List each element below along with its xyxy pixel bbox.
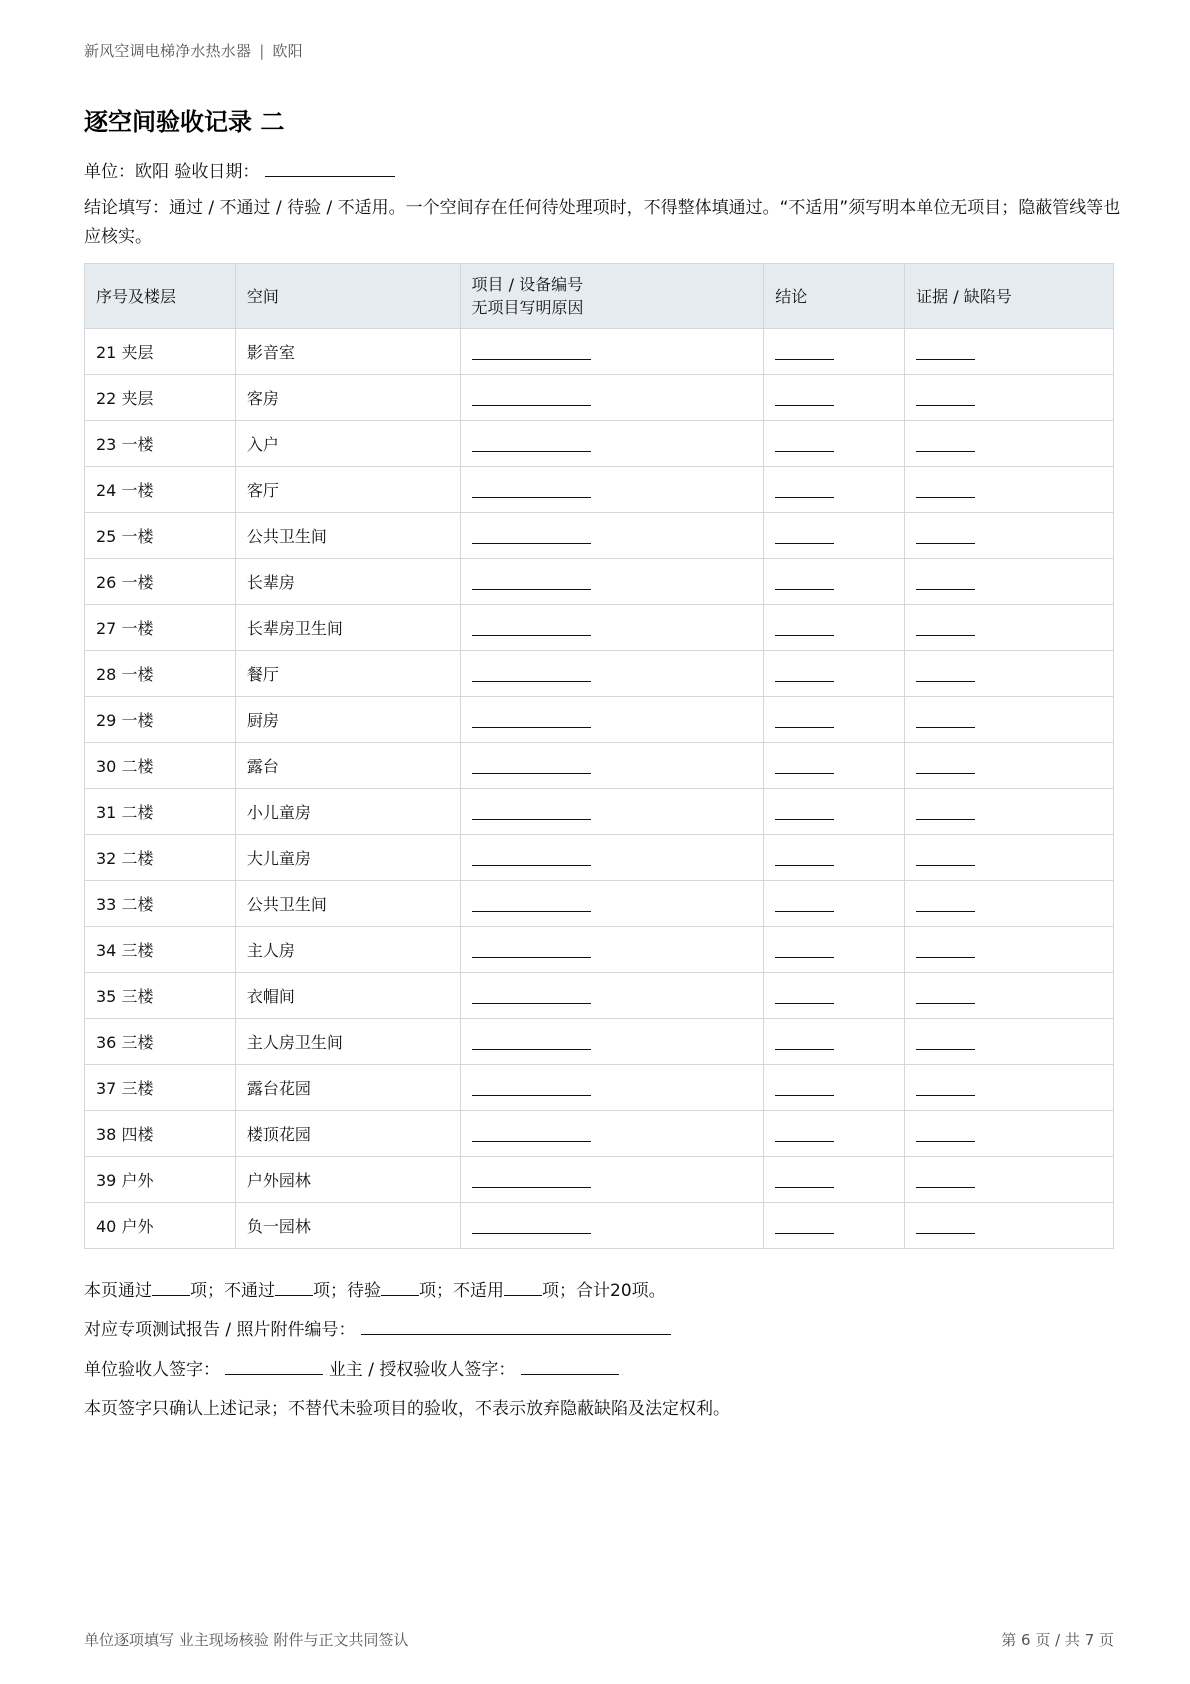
conclusion-field[interactable] <box>775 1173 834 1188</box>
conclusion-field[interactable] <box>775 943 834 958</box>
row-evidence-cell <box>905 375 1114 421</box>
row-evidence-cell <box>905 881 1114 927</box>
row-space: 露台花园 <box>235 1065 460 1111</box>
item-number-field[interactable] <box>472 1081 591 1096</box>
row-floor: 23 一楼 <box>85 421 236 467</box>
conclusion-field[interactable] <box>775 391 834 406</box>
table-row <box>85 421 1114 467</box>
row-space: 户外园林 <box>235 1157 460 1203</box>
evidence-field[interactable] <box>916 897 975 912</box>
row-item-cell <box>460 927 764 973</box>
row-space: 衣帽间 <box>235 973 460 1019</box>
row-space: 影音室 <box>235 329 460 375</box>
row-conclusion-cell <box>764 651 905 697</box>
row-conclusion-cell <box>764 1111 905 1157</box>
row-floor: 22 夹层 <box>85 375 236 421</box>
tally-na-field[interactable] <box>504 1279 542 1296</box>
row-floor: 25 一楼 <box>85 513 236 559</box>
header-item-line1: 项目 / 设备编号 <box>471 275 584 294</box>
row-item-cell <box>460 1157 764 1203</box>
report-label: 对应专项测试报告 / 照片附件编号： <box>84 1320 356 1340</box>
unit-date-line <box>84 157 395 182</box>
conclusion-field[interactable] <box>775 989 834 1004</box>
conclusion-field[interactable] <box>775 1035 834 1050</box>
evidence-field[interactable] <box>916 667 975 682</box>
header-space: 空间 <box>235 264 460 329</box>
page-number: 第 6 页 / 共 7 页 <box>1001 1631 1114 1649</box>
page-footer <box>84 1629 1114 1650</box>
row-conclusion-cell <box>764 835 905 881</box>
unit-signature-label: 单位验收人签字： <box>84 1360 220 1380</box>
row-space: 客厅 <box>235 467 460 513</box>
row-space: 负一园林 <box>235 1203 460 1249</box>
row-item-cell <box>460 835 764 881</box>
row-evidence-cell <box>905 651 1114 697</box>
item-number-field[interactable] <box>472 575 591 590</box>
row-conclusion-cell <box>764 467 905 513</box>
owner-signature-label: 业主 / 授权验收人签字： <box>328 1360 516 1380</box>
row-space: 厨房 <box>235 697 460 743</box>
row-floor: 26 一楼 <box>85 559 236 605</box>
row-floor: 37 三楼 <box>85 1065 236 1111</box>
conclusion-field[interactable] <box>775 345 834 360</box>
row-evidence-cell <box>905 789 1114 835</box>
row-evidence-cell <box>905 835 1114 881</box>
row-evidence-cell <box>905 1203 1114 1249</box>
header-item-line2: 无项目写明原因 <box>471 298 584 317</box>
item-number-field[interactable] <box>472 529 591 544</box>
row-floor: 35 三楼 <box>85 973 236 1019</box>
evidence-field[interactable] <box>916 851 975 866</box>
row-space: 客房 <box>235 375 460 421</box>
row-conclusion-cell <box>764 1203 905 1249</box>
tally-fail-label: 项；不通过 <box>190 1281 275 1301</box>
row-space: 公共卫生间 <box>235 881 460 927</box>
conclusion-field[interactable] <box>775 897 834 912</box>
row-space: 主人房卫生间 <box>235 1019 460 1065</box>
page-header <box>84 40 303 61</box>
row-conclusion-cell <box>764 1157 905 1203</box>
row-floor: 29 一楼 <box>85 697 236 743</box>
table-row <box>85 1111 1114 1157</box>
row-conclusion-cell <box>764 743 905 789</box>
table-row <box>85 973 1114 1019</box>
evidence-field[interactable] <box>916 1081 975 1096</box>
item-number-field[interactable] <box>472 805 591 820</box>
header-item <box>460 264 764 329</box>
table-row <box>85 743 1114 789</box>
conclusion-field[interactable] <box>775 759 834 774</box>
evidence-field[interactable] <box>916 989 975 1004</box>
row-evidence-cell <box>905 1111 1114 1157</box>
row-space: 入户 <box>235 421 460 467</box>
tally-line <box>84 1276 666 1301</box>
tally-pending-field[interactable] <box>381 1279 419 1296</box>
tally-pending-label: 项；待验 <box>313 1281 381 1301</box>
row-conclusion-cell <box>764 789 905 835</box>
evidence-field[interactable] <box>916 483 975 498</box>
item-number-field[interactable] <box>472 1173 591 1188</box>
row-floor: 34 三楼 <box>85 927 236 973</box>
tally-pass-label: 本页通过 <box>84 1281 152 1301</box>
row-conclusion-cell <box>764 973 905 1019</box>
table-row <box>85 1203 1114 1249</box>
row-conclusion-cell <box>764 881 905 927</box>
row-item-cell <box>460 605 764 651</box>
row-evidence-cell <box>905 605 1114 651</box>
row-floor: 21 夹层 <box>85 329 236 375</box>
evidence-field[interactable] <box>916 437 975 452</box>
tally-na-label: 项；不适用 <box>419 1281 504 1301</box>
evidence-field[interactable] <box>916 621 975 636</box>
row-item-cell <box>460 789 764 835</box>
instructions-note: 结论填写：通过 / 不通过 / 待验 / 不适用。一个空间存在任何待处理项时，不得整体填通过。“不适用”须写明本单位无项目；隐蔽管线等也应核实。 <box>84 198 1121 247</box>
item-number-field[interactable] <box>472 713 591 728</box>
table-header-row <box>85 264 1114 329</box>
row-conclusion-cell <box>764 513 905 559</box>
table-body <box>85 329 1114 1249</box>
table-row <box>85 1019 1114 1065</box>
row-item-cell <box>460 697 764 743</box>
row-floor: 30 二楼 <box>85 743 236 789</box>
row-evidence-cell <box>905 467 1114 513</box>
evidence-field[interactable] <box>916 805 975 820</box>
table-row <box>85 881 1114 927</box>
header-conclusion: 结论 <box>764 264 905 329</box>
row-item-cell <box>460 375 764 421</box>
row-conclusion-cell <box>764 1065 905 1111</box>
row-floor: 27 一楼 <box>85 605 236 651</box>
row-space: 楼顶花园 <box>235 1111 460 1157</box>
item-number-field[interactable] <box>472 851 591 866</box>
row-item-cell <box>460 1203 764 1249</box>
row-evidence-cell <box>905 513 1114 559</box>
row-item-cell <box>460 651 764 697</box>
row-floor: 31 二楼 <box>85 789 236 835</box>
item-number-field[interactable] <box>472 667 591 682</box>
row-space: 露台 <box>235 743 460 789</box>
row-item-cell <box>460 559 764 605</box>
row-conclusion-cell <box>764 927 905 973</box>
row-evidence-cell <box>905 421 1114 467</box>
row-floor: 40 户外 <box>85 1203 236 1249</box>
evidence-field[interactable] <box>916 759 975 774</box>
conclusion-field[interactable] <box>775 529 834 544</box>
page-title: 逐空间验收记录 二 <box>84 108 285 136</box>
row-space: 公共卫生间 <box>235 513 460 559</box>
row-item-cell <box>460 421 764 467</box>
item-number-field[interactable] <box>472 1035 591 1050</box>
item-number-field[interactable] <box>472 437 591 452</box>
row-space: 主人房 <box>235 927 460 973</box>
row-space: 长辈房 <box>235 559 460 605</box>
row-floor: 33 二楼 <box>85 881 236 927</box>
row-space: 小儿童房 <box>235 789 460 835</box>
item-number-field[interactable] <box>472 391 591 406</box>
row-space: 长辈房卫生间 <box>235 605 460 651</box>
row-evidence-cell <box>905 973 1114 1019</box>
evidence-field[interactable] <box>916 391 975 406</box>
row-floor: 28 一楼 <box>85 651 236 697</box>
row-evidence-cell <box>905 1157 1114 1203</box>
item-number-field[interactable] <box>472 621 591 636</box>
footer-left: 单位逐项填写 业主现场核验 附件与正文共同签认 <box>84 1631 409 1649</box>
evidence-field[interactable] <box>916 713 975 728</box>
item-number-field[interactable] <box>472 345 591 360</box>
row-space: 餐厅 <box>235 651 460 697</box>
signature-line <box>84 1355 619 1380</box>
row-floor: 39 户外 <box>85 1157 236 1203</box>
row-evidence-cell <box>905 927 1114 973</box>
row-floor: 24 一楼 <box>85 467 236 513</box>
row-item-cell <box>460 513 764 559</box>
row-item-cell <box>460 973 764 1019</box>
evidence-field[interactable] <box>916 1035 975 1050</box>
item-number-field[interactable] <box>472 989 591 1004</box>
table-row <box>85 789 1114 835</box>
item-number-field[interactable] <box>472 943 591 958</box>
header-systems: 新风空调电梯净水热水器 <box>84 42 252 60</box>
conclusion-field[interactable] <box>775 805 834 820</box>
conclusion-field[interactable] <box>775 437 834 452</box>
tally-pass-field[interactable] <box>152 1279 190 1296</box>
conclusion-field[interactable] <box>775 575 834 590</box>
report-line <box>84 1315 671 1340</box>
header-owner: 欧阳 <box>272 42 303 60</box>
conclusion-field[interactable] <box>775 713 834 728</box>
row-evidence-cell <box>905 743 1114 789</box>
row-item-cell <box>460 329 764 375</box>
table-row <box>85 559 1114 605</box>
row-floor: 36 三楼 <box>85 1019 236 1065</box>
unit-date-label: 单位：欧阳 验收日期： <box>84 162 260 182</box>
item-number-field[interactable] <box>472 1127 591 1142</box>
row-conclusion-cell <box>764 605 905 651</box>
table-row <box>85 1065 1114 1111</box>
table-row <box>85 697 1114 743</box>
row-conclusion-cell <box>764 1019 905 1065</box>
inspection-date-field[interactable] <box>265 160 395 177</box>
conclusion-field[interactable] <box>775 483 834 498</box>
row-conclusion-cell <box>764 421 905 467</box>
table-row <box>85 1157 1114 1203</box>
table-row <box>85 605 1114 651</box>
row-evidence-cell <box>905 1019 1114 1065</box>
conclusion-field[interactable] <box>775 1219 834 1234</box>
row-evidence-cell <box>905 697 1114 743</box>
header-separator: | <box>259 42 265 60</box>
row-conclusion-cell <box>764 375 905 421</box>
row-item-cell <box>460 467 764 513</box>
row-item-cell <box>460 1019 764 1065</box>
table-row <box>85 513 1114 559</box>
table-row <box>85 467 1114 513</box>
conclusion-field[interactable] <box>775 621 834 636</box>
table-row <box>85 927 1114 973</box>
unit-signature-field[interactable] <box>225 1358 323 1375</box>
evidence-field[interactable] <box>916 575 975 590</box>
item-number-field[interactable] <box>472 759 591 774</box>
report-number-field[interactable] <box>361 1318 671 1335</box>
row-item-cell <box>460 1065 764 1111</box>
evidence-field[interactable] <box>916 1219 975 1234</box>
header-floor: 序号及楼层 <box>85 264 236 329</box>
row-item-cell <box>460 881 764 927</box>
evidence-field[interactable] <box>916 1127 975 1142</box>
header-evidence: 证据 / 缺陷号 <box>905 264 1114 329</box>
table-row <box>85 651 1114 697</box>
item-number-field[interactable] <box>472 1219 591 1234</box>
row-item-cell <box>460 1111 764 1157</box>
table-row <box>85 329 1114 375</box>
disclaimer: 本页签字只确认上述记录；不替代未验项目的验收，不表示放弃隐蔽缺陷及法定权利。 <box>84 1399 730 1419</box>
row-evidence-cell <box>905 1065 1114 1111</box>
conclusion-field[interactable] <box>775 667 834 682</box>
table-row <box>85 375 1114 421</box>
row-item-cell <box>460 743 764 789</box>
tally-total-label: 项；合计20项。 <box>542 1281 666 1301</box>
row-conclusion-cell <box>764 559 905 605</box>
evidence-field[interactable] <box>916 943 975 958</box>
row-floor: 38 四楼 <box>85 1111 236 1157</box>
row-conclusion-cell <box>764 329 905 375</box>
row-evidence-cell <box>905 559 1114 605</box>
table-row <box>85 835 1114 881</box>
inspection-table <box>84 263 1114 1249</box>
row-space: 大儿童房 <box>235 835 460 881</box>
owner-signature-field[interactable] <box>521 1358 619 1375</box>
conclusion-field[interactable] <box>775 1127 834 1142</box>
evidence-field[interactable] <box>916 345 975 360</box>
evidence-field[interactable] <box>916 1173 975 1188</box>
item-number-field[interactable] <box>472 483 591 498</box>
row-evidence-cell <box>905 329 1114 375</box>
conclusion-field[interactable] <box>775 851 834 866</box>
row-conclusion-cell <box>764 697 905 743</box>
row-floor: 32 二楼 <box>85 835 236 881</box>
conclusion-field[interactable] <box>775 1081 834 1096</box>
evidence-field[interactable] <box>916 529 975 544</box>
item-number-field[interactable] <box>472 897 591 912</box>
tally-fail-field[interactable] <box>275 1279 313 1296</box>
